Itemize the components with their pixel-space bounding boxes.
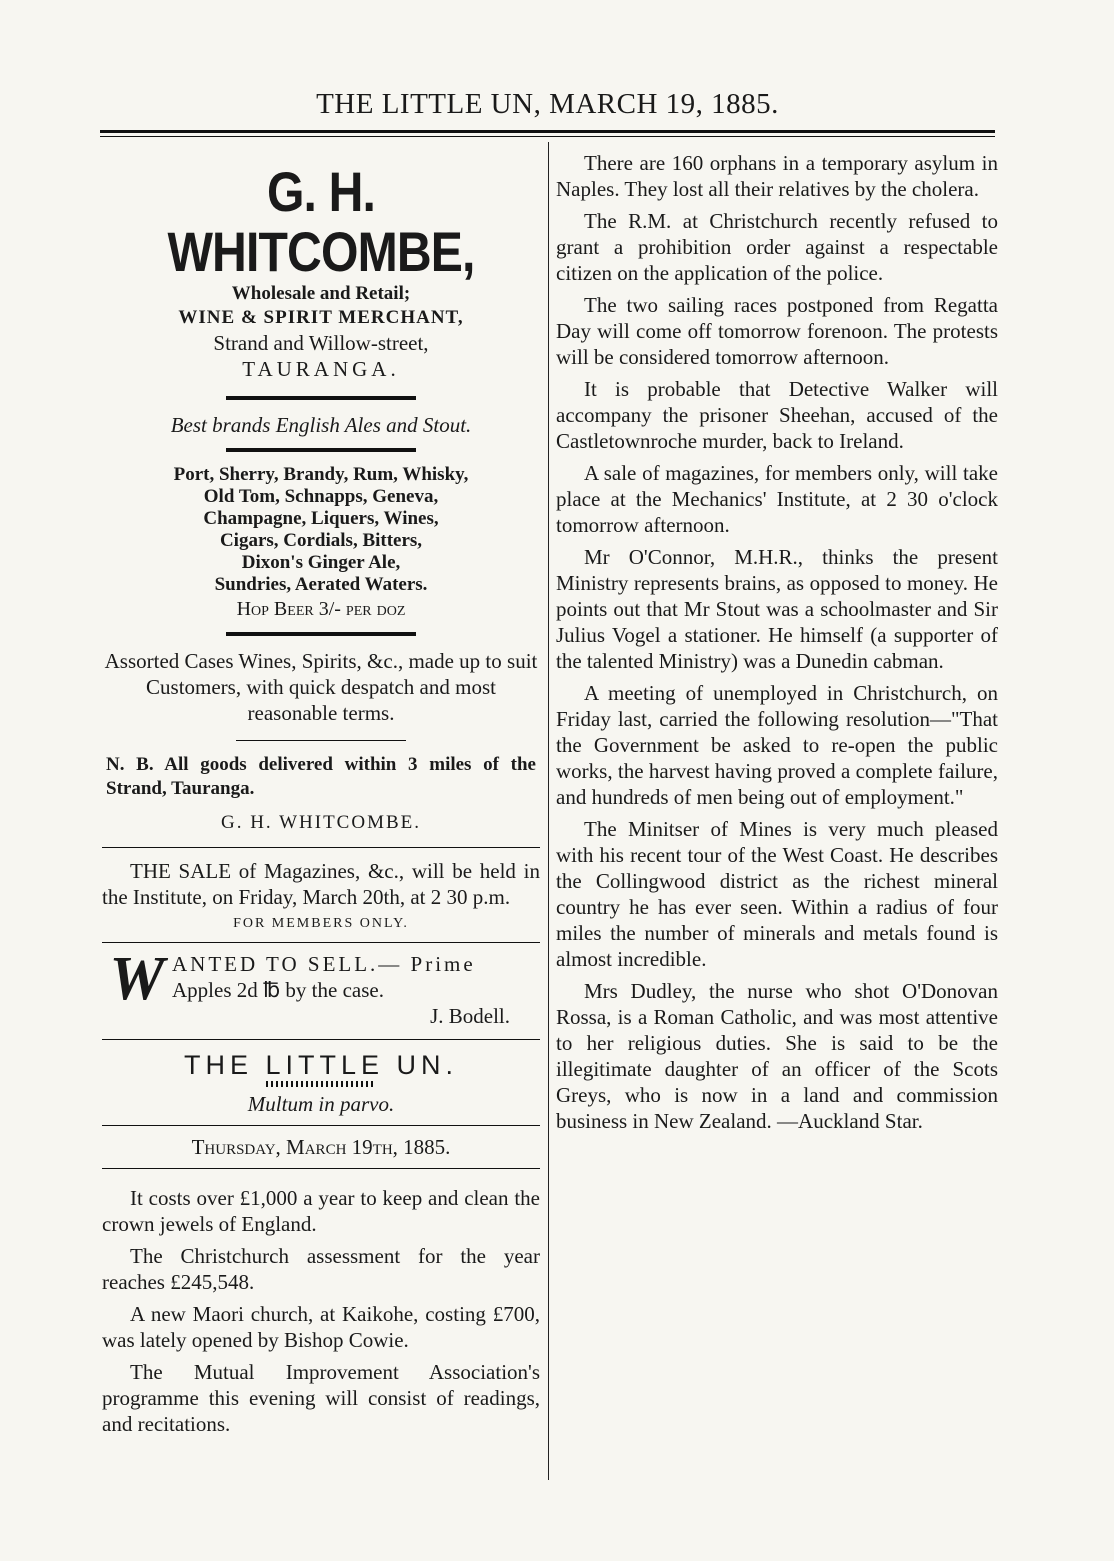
product-line: Old Tom, Schnapps, Geneva,: [203, 486, 439, 507]
advert-line4: TAURANGA.: [242, 357, 400, 381]
header-rule-thin: [100, 136, 995, 137]
masthead-ornament: [266, 1081, 376, 1087]
news-paragraph: It is probable that Detective Walker will accompany the prisoner Sheehan, accused of the Castletownroche murder, back to Ireland.: [556, 377, 998, 453]
section-rule: [102, 1168, 540, 1169]
advert-best-brands: Best brands English Ales and Stout.: [170, 413, 472, 437]
advert-nb: N. B. All goods delivered within 3 miles of the Strand, Tauranga.: [106, 754, 536, 799]
product-line: Port, Sherry, Brandy, Rum, Whisky,: [173, 464, 469, 485]
advert-hop-beer: Hop Beer 3/- per doz: [236, 598, 406, 620]
news-paragraph: A new Maori church, at Kaikohe, costing £700, was lately opened by Bishop Cowie.: [102, 1302, 540, 1352]
advert-line3: Strand and Willow-street,: [213, 331, 429, 355]
wanted-text1: ANTED TO SELL.— Prime: [172, 952, 476, 976]
section-rule: [102, 942, 540, 943]
news-paragraph: Mr O'Connor, M.H.R., thinks the present Ministry represents brains, as opposed to money. He points out that Mr Stout was a schoolmaster and Sir Julius Vogel a stationer. He himself (a supporter of the talented Ministry) was a Dunedin cabman.: [556, 545, 998, 673]
advert-rule: [226, 632, 416, 636]
news-paragraph: There are 160 orphans in a temporary asylum in Naples. They lost all their relatives by the cholera.: [556, 151, 998, 201]
product-line: Cigars, Cordials, Bitters,: [219, 530, 423, 551]
news-paragraph: It costs over £1,000 a year to keep and clean the crown jewels of England.: [102, 1186, 540, 1236]
right-column: [556, 150, 998, 1140]
advert-rule: [226, 396, 416, 400]
news-paragraph: Mrs Dudley, the nurse who shot O'Donovan Rossa, is a Roman Catholic, and was most attentive to her religious duties. She is said to be the illegitimate daughter of an officer of the Scots Greys, who is now in a land and commission business in New Zealand. —Auckland Star.: [556, 979, 998, 1133]
advert-products: [102, 464, 540, 596]
column-divider: [548, 142, 549, 1480]
wanted-text2: Apples 2d ℔ by the case.: [172, 978, 384, 1002]
masthead-date: Thursday, March 19th, 1885.: [191, 1135, 451, 1159]
sale-notice-members: FOR MEMBERS ONLY.: [233, 916, 409, 931]
advert-name: G. H. WHITCOMBE,: [167, 160, 475, 283]
news-paragraph: The Mutual Improvement Association's programme this evening will consist of readings, and recitations.: [102, 1360, 540, 1436]
left-column: [102, 150, 540, 1443]
left-news: [102, 1185, 540, 1437]
news-paragraph: The Christchurch assessment for the year reaches £245,548.: [102, 1244, 540, 1294]
advert-rule-thin: [236, 740, 406, 741]
advert-line2: WINE & SPIRIT MERCHANT,: [178, 307, 464, 328]
wanted-notice: [102, 945, 540, 1029]
section-rule: [102, 1039, 540, 1040]
product-line: Champagne, Liquers, Wines,: [203, 508, 439, 529]
product-line: Dixon's Ginger Ale,: [241, 552, 401, 573]
section-rule: [102, 1125, 540, 1126]
news-paragraph: The Minitser of Mines is very much pleased with his recent tour of the West Coast. He describes the Collingwood district as the richest mineral country he has ever seen. Within a radius of four miles the number of minerals and metals found is almost incredible.: [556, 817, 998, 971]
section-rule: [102, 847, 540, 848]
advert-rule: [226, 448, 416, 452]
news-paragraph: The R.M. at Christchurch recently refused to grant a prohibition order against a respectable citizen on the application of the police.: [556, 209, 998, 285]
sale-notice: THE SALE of Magazines, &c., will be held in the Institute, on Friday, March 20th, at 2 30 p.m.: [102, 859, 540, 909]
wanted-signed: J. Bodell.: [430, 1004, 510, 1028]
product-line: Sundries, Aerated Waters.: [214, 574, 428, 595]
masthead-motto: Multum in parvo.: [247, 1092, 395, 1116]
wanted-dropcap: W: [109, 945, 165, 1013]
advert-line1: Wholesale and Retail;: [231, 283, 411, 304]
news-paragraph: A meeting of unemployed in Christchurch, on Friday last, carried the following resolution—"That the Government be asked to re-open the public works, the harvest having proved a complete failure, and hundreds of men being out of employment.": [556, 681, 998, 809]
news-paragraph: The two sailing races postponed from Regatta Day will come off tomorrow forenoon. The protests will be considered tomorrow afternoon.: [556, 293, 998, 369]
page-header: THE LITTLE UN, MARCH 19, 1885.: [316, 88, 779, 120]
masthead-title: THE LITTLE UN.: [183, 1050, 459, 1080]
advert-assorted: Assorted Cases Wines, Spirits, &c., made up to suit Customers, with quick despatch and most reasonable terms.: [104, 649, 538, 725]
header-rule-thick: [100, 130, 995, 133]
advert-signature: G. H. WHITCOMBE.: [220, 812, 421, 833]
news-paragraph: A sale of magazines, for members only, will take place at the Mechanics' Institute, at 2 30 o'clock tomorrow afternoon.: [556, 461, 998, 537]
